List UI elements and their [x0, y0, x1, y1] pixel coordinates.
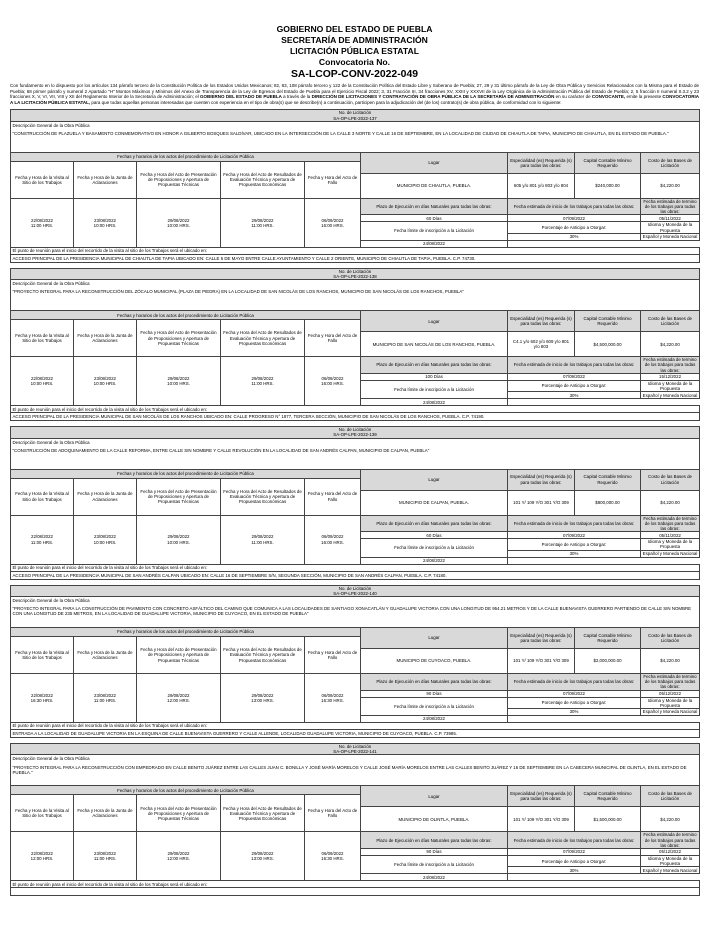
licitacion-table	[10, 426, 700, 579]
plazo-value: 60 Días	[426, 215, 442, 221]
inicio-label: Fecha estimada de inicio de los trabajos para todas las obras:	[513, 203, 635, 209]
costo-value: $4,220.00	[660, 500, 680, 506]
especialidad-label: Especialidad (es) Requerida (s) para todas las obras:	[510, 157, 572, 168]
termino-value: 05/12/2022	[659, 849, 682, 855]
intro-text-4: emite la presente	[625, 94, 663, 100]
capital-label: Capital Contable Mínimo Requerido	[583, 316, 632, 327]
inicio-value: 07/09/2022	[563, 532, 585, 538]
punto-reunion-value: ACCESO PRINCIPAL DE LA PRESIDENCIA MUNICIPAL DE SAN ANDRÉS CALPAN UBICADO EN: CALLE 16 DE SEPTIEMBRE S/N, SEGUNDA SECCIÓN, MUNICIPIO DE SAN ANDRÉS CALPAN, PUEBLA. C.P. 74180.	[12, 572, 447, 578]
idioma-value: Español y Moneda Nacional	[642, 551, 698, 557]
termino-value: 05/11/2022	[659, 532, 681, 538]
resultados-value: 29/08/2022 13:00 HRS.	[251, 692, 274, 704]
plazo-value: 90 Días	[426, 849, 442, 855]
lugar-value: MUNICIPIO DE CHIAUTLA, PUEBLA.	[396, 183, 472, 189]
descripcion-label: Descripción General de la Obra Pública	[12, 439, 90, 445]
plazo-label: Plazo de Ejecución en días Naturales para todas las obras:	[376, 837, 492, 843]
licitacion-table	[10, 743, 700, 896]
termino-value: 05/12/2022	[659, 691, 682, 697]
descripcion-label: Descripción General de la Obra Pública	[12, 598, 90, 604]
especialidad-value: 101 Y/ 109 Y/O 301 Y/O 309	[513, 500, 569, 506]
fallo-value: 06/09/2022 16:30 HRS.	[321, 851, 344, 862]
idioma-value: Español y Moneda Nacional	[642, 392, 698, 398]
presentacion-label: Fecha y Hora del Acto de Presentación de Proposiciones y Apertura de Propuestas Técnicas	[140, 805, 217, 822]
licitaciones-list	[10, 109, 699, 896]
idioma-value: Español y Moneda Nacional	[642, 709, 698, 715]
header-line-1: GOBIERNO DEL ESTADO DE PUEBLA	[276, 24, 433, 34]
inicio-value: 07/09/2022	[563, 374, 585, 380]
plazo-label: Plazo de Ejecución en días Naturales para todas las obras:	[376, 362, 492, 368]
especialidad-value: 605 y/o 801 y/o 803 y/o 804	[513, 183, 569, 189]
anticipo-value: 30%	[569, 867, 579, 873]
resultados-value: 29/08/2022 11:00 HRS.	[251, 376, 274, 387]
descripcion-text: "PROYECTO INTEGRAL PARA LA RECONSTRUCCIÓN DEL ZÓCALO MUNICIPAL (PLAZA DE PIEDRA) EN LA LOCALIDAD DE SAN NICOLÁS DE LOS RANCHOS, MUNICIPIO DE SAN NICOLÁS DE LOS RANCHOS, PUEBLA"	[12, 289, 464, 295]
inicio-value: 07/09/2022	[563, 849, 585, 855]
lugar-value: MUNICIPIO DE CUYOACO, PUEBLA.	[396, 658, 472, 664]
descripcion-label: Descripción General de la Obra Pública	[12, 122, 90, 128]
limite-label: Fecha límite de inscripción a la Licitación	[394, 703, 474, 709]
resultados-label: Fecha y Hora del Acto de Resultados de Evaluación Técnica y Apertura de Propuestas Económicas	[223, 488, 302, 505]
fallo-label: Fecha y Hora del Acto de Fallo	[307, 649, 358, 661]
inicio-label: Fecha estimada de inicio de los trabajos para todas las obras:	[513, 520, 635, 526]
fechas-actos-label: Fechas y horarios de los actos del procedimiento de Licitación Pública	[117, 154, 254, 160]
descripcion-text: "PROYECTO INTEGRAL PARA LA RECONSTRUCCIÓN CON EMPEDRADO EN CALLE BENITO JUÁREZ ENTRE LAS CALLES JUAN C. BONILLA Y JOSÉ MARÍA MORELOS Y CALLE JOSÉ MARÍA MORELOS ENTRE LAS CALLES BENITO JUÁREZ Y 16 DE SEPTIEMBRE EN LA CABECERA MUNICIPAL DE OLINTLA, EN EL ESTADO DE PUEBLA."	[12, 764, 687, 775]
capital-value: $240,000.00	[595, 183, 620, 189]
fallo-label: Fecha y Hora del Acto de Fallo	[307, 808, 358, 819]
visita-label: Fecha y Hora de la Visita al Sitio de los Trabajos	[15, 491, 69, 502]
presentacion-value: 29/08/2022 10:00 HRS.	[167, 376, 190, 387]
anticipo-value: 30%	[569, 234, 579, 240]
visita-value: 22/08/2022 16:30 HRS.	[30, 692, 54, 704]
termino-label: Fecha estimada de termino de los trabajos para todas las obras:	[643, 357, 697, 373]
punto-reunion-label: El punto de reunión para el inicio del recorrido de la visita al sitio de los Trabajos será el ubicado en:	[12, 565, 208, 571]
capital-value: $2,000,000.00	[593, 658, 622, 664]
termino-value: 05/11/2022	[659, 215, 681, 221]
licitacion-number: SA-OP-LPE-2022-138	[333, 274, 377, 279]
presentacion-value: 29/08/2022 10:00 HRS.	[167, 217, 190, 228]
visita-value: 22/08/2022 11:00 HRS.	[30, 534, 54, 545]
presentacion-label: Fecha y Hora del Acto de Presentación de Proposiciones y Apertura de Propuestas Técnicas	[140, 647, 217, 663]
presentacion-label: Fecha y Hora del Acto de Presentación de Proposiciones y Apertura de Propuestas Técnicas	[140, 171, 217, 188]
visita-label: Fecha y Hora de la Visita al Sitio de los Trabajos	[15, 649, 69, 661]
junta-label: Fecha y Hora de la Junta de Aclaraciones	[77, 333, 133, 344]
costo-label: Costo de las Bases de Licitación	[648, 791, 692, 802]
anticipo-label: Porcentaje de Anticipo a Otorgar:	[541, 383, 607, 389]
plazo-label: Plazo de Ejecución en días Naturales para todas las obras:	[376, 203, 492, 209]
limite-label: Fecha límite de inscripción a la Licitación	[394, 545, 474, 551]
presentacion-value: 29/08/2022 12:00 HRS.	[167, 692, 190, 704]
termino-value: 15/12/2022	[659, 374, 682, 380]
especialidad-value: C4.1 y/o 602 y/o 609 y/o 801 y/o 803	[512, 339, 570, 350]
capital-label: Capital Contable Mínimo Requerido	[583, 632, 632, 644]
inicio-label: Fecha estimada de inicio de los trabajos para todas las obras:	[513, 679, 635, 685]
descripcion-text: "CONSTRUCCIÓN DE PLAZUELA Y BASAMENTO CONMEMORATIVO EN HONOR A GILBERTO BOSQUES SALDÍVAR, UBICADO EN LA INTERSECCIÓN DE LA CALLE 3 NORTE Y CALLE 16 DE SEPTIEMBRE, EN LA LOCALIDAD DE CIUDAD DE CHIAUTLA DE TAPIA, MUNICIPIO DE CHIAUTLA, EN EL ESTADO DE PUEBLA."	[12, 130, 669, 136]
capital-value: $800,000.00	[595, 500, 620, 506]
lugar-label: Lugar	[428, 635, 440, 641]
convocatoria-number: SA-LCOP-CONV-2022-049	[290, 69, 419, 80]
especialidad-value: 101 Y/ 109 Y/O 301 Y/O 309	[513, 658, 569, 664]
fallo-value: 06/09/2022 16:00 HRS.	[321, 217, 344, 228]
lugar-label: Lugar	[428, 160, 440, 166]
inicio-label: Fecha estimada de inicio de los trabajos para todas las obras:	[513, 837, 635, 843]
especialidad-label: Especialidad (es) Requerida (s) para todas las obras:	[510, 474, 572, 485]
intro-text-2: a través de la	[281, 94, 312, 100]
plazo-value: 100 Días	[425, 374, 443, 380]
descripcion-text: "CONSTRUCCIÓN DE ADOQUINAMIENTO DE LA CALLE REFORMA, ENTRE CALLE SIN NOMBRE Y CALLE REVOLUCIÓN EN LA LOCALIDAD DE SAN ANDRÉS CALPAN, MUNICIPIO DE CALPAN, PUEBLA"	[12, 447, 430, 453]
visita-value: 22/08/2022 12:00 HRS.	[30, 851, 54, 862]
termino-label: Fecha estimada de termino de los trabajos para todas las obras:	[643, 198, 697, 215]
descripcion-label: Descripción General de la Obra Pública	[12, 756, 90, 762]
licitacion-number: SA-OP-LPE-2022-141	[333, 749, 377, 755]
no-licitacion-label: No. de Licitación	[338, 427, 372, 433]
junta-label: Fecha y Hora de la Junta de Aclaraciones	[77, 174, 133, 185]
lugar-label: Lugar	[428, 477, 440, 483]
header-line-4: Convocatoria No.	[318, 57, 391, 67]
especialidad-label: Especialidad (es) Requerida (s) para todas las obras:	[510, 632, 572, 644]
licitacion-table	[10, 268, 700, 421]
licitacion-number: SA-OP-LPE-2022-139	[333, 432, 377, 438]
resultados-value: 29/08/2022 11:00 HRS.	[251, 217, 274, 228]
descripcion-label: Descripción General de la Obra Pública	[12, 281, 90, 287]
termino-label: Fecha estimada de termino de los trabajos para todas las obras:	[643, 674, 697, 690]
fallo-value: 06/09/2022 16:00 HRS.	[321, 534, 344, 545]
idioma-label: Idioma y Moneda de la Propuesta	[647, 380, 693, 392]
junta-label: Fecha y Hora de la Junta de Aclaraciones	[77, 649, 133, 661]
punto-reunion-value: ACCESO PRINCIPAL DE LA PRESIDENCIA MUNICIPAL DE SAN NICOLÁS DE LOS RANCHOS UBICADO EN: CALLE PROGRESO N° 1877, TERCERA SECCIÓN, MUNICIPIO DE SAN NICOLÁS DE LOS RANCHOS, PUEBLA. C.P. 74190.	[12, 414, 485, 420]
resultados-label: Fecha y Hora del Acto de Resultados de Evaluación Técnica y Apertura de Propuestas Económicas	[223, 171, 302, 188]
costo-value: $4,220.00	[660, 183, 680, 189]
intro-bold-4: CONVOCATORIA A LA LICITACIÓN PÚBLICA ESTATAL,	[10, 94, 699, 105]
costo-value: $4,220.00	[660, 658, 680, 664]
licitacion-table	[10, 109, 700, 262]
anticipo-label: Porcentaje de Anticipo a Otorgar:	[541, 224, 607, 230]
intro-bold-1: GOBIERNO DEL ESTADO DE PUEBLA	[200, 94, 282, 100]
header-line-2: SECRETARÍA DE ADMINISTRACIÓN	[281, 35, 428, 45]
lugar-label: Lugar	[428, 318, 440, 324]
anticipo-label: Porcentaje de Anticipo a Otorgar:	[541, 858, 607, 864]
idioma-label: Idioma y Moneda de la Propuesta	[647, 539, 693, 550]
punto-reunion-value: ACCESO PRINCIPAL DE LA PRESIDENCIA MUNICIPAL DE CHIAUTLA DE TAPIA UBICADO EN: CALLE 5 DE MAYO ENTRE CALLE AYUNTAMIENTO Y CALLE 2 ORIENTE, MUNICIPIO DE CHIAUTLA DE TAPIA, PUEBLA. C.P. 74730.	[12, 255, 476, 261]
no-licitacion-label: No. de Licitación	[338, 744, 372, 750]
intro-paragraph	[10, 83, 699, 105]
idioma-label: Idioma y Moneda de la Propuesta	[647, 697, 693, 708]
lugar-value: MUNICIPIO DE OLINTLA, PUEBLA.	[398, 816, 470, 822]
limite-value: 24/08/2022	[423, 399, 445, 405]
costo-label: Costo de las Bases de Licitación	[648, 632, 692, 644]
fallo-label: Fecha y Hora del Acto de Fallo	[307, 333, 358, 344]
fallo-value: 06/09/2022 16:00 HRS.	[321, 376, 344, 387]
resultados-label: Fecha y Hora del Acto de Resultados de Evaluación Técnica y Apertura de Propuestas Económicas	[223, 805, 302, 822]
limite-label: Fecha límite de inscripción a la Licitación	[394, 228, 474, 234]
limite-value: 24/08/2022	[423, 558, 445, 564]
anticipo-value: 30%	[569, 392, 579, 398]
junta-value: 23/08/2022 10:00 HRS.	[93, 217, 117, 228]
intro-bold-3: CONVOCANTE,	[591, 94, 626, 100]
resultados-label: Fecha y Hora del Acto de Resultados de Evaluación Técnica y Apertura de Propuestas Económicas	[223, 330, 302, 346]
idioma-label: Idioma y Moneda de la Propuesta	[647, 856, 693, 867]
limite-label: Fecha límite de inscripción a la Licitación	[394, 862, 474, 868]
capital-label: Capital Contable Mínimo Requerido	[583, 474, 632, 485]
idioma-value: Español y Moneda Nacional	[642, 867, 698, 873]
costo-label: Costo de las Bases de Licitación	[648, 316, 692, 327]
junta-value: 23/08/2022 10:00 HRS.	[93, 376, 117, 387]
especialidad-label: Especialidad (es) Requerida (s) para todas las obras:	[510, 791, 572, 802]
inicio-value: 07/09/2022	[563, 691, 585, 697]
presentacion-label: Fecha y Hora del Acto de Presentación de Proposiciones y Apertura de Propuestas Técnicas	[140, 330, 217, 346]
lugar-value: MUNICIPIO DE CALPAN, PUEBLA.	[399, 500, 469, 506]
plazo-value: 60 Días	[426, 532, 442, 538]
lugar-value: MUNICIPIO DE SAN NICOLÁS DE LOS RANCHOS, PUEBLA.	[372, 341, 496, 347]
capital-value: $4,500,000.00	[593, 341, 622, 347]
inicio-label: Fecha estimada de inicio de los trabajos para todas las obras:	[513, 362, 635, 368]
fechas-actos-label: Fechas y horarios de los actos del procedimiento de Licitación Pública	[117, 629, 254, 635]
visita-label: Fecha y Hora de la Visita al Sitio de los Trabajos	[15, 333, 69, 344]
limite-value: 24/08/2022	[423, 241, 445, 247]
costo-label: Costo de las Bases de Licitación	[648, 157, 692, 168]
junta-label: Fecha y Hora de la Junta de Aclaraciones	[77, 808, 133, 819]
anticipo-value: 30%	[569, 551, 579, 557]
visita-value: 22/08/2022 10:00 HRS.	[30, 376, 54, 387]
anticipo-label: Porcentaje de Anticipo a Otorgar:	[541, 541, 607, 547]
page	[10, 0, 699, 896]
presentacion-value: 29/08/2022 12:00 HRS.	[167, 851, 190, 862]
idioma-label: Idioma y Moneda de la Propuesta	[647, 222, 693, 233]
limite-label: Fecha límite de inscripción a la Licitación	[394, 386, 474, 392]
punto-reunion-label: El punto de reunión para el inicio del recorrido de la visita al sitio de los Trabajos será el ubicado en:	[12, 248, 208, 254]
limite-value: 24/08/2022	[423, 716, 445, 722]
intro-text-5: para que todas aquellas personas interesadas que cuenten con experiencia en el tipo de obra(s) que se describe(n) a continuación, participen para la adjudicación del (de los) contrato(s) de obra pública, de conformidad con lo siguiente:	[90, 99, 562, 105]
junta-value: 23/08/2022 11:00 HRS.	[93, 851, 117, 862]
fechas-actos-label: Fechas y horarios de los actos del procedimiento de Licitación Pública	[117, 312, 254, 318]
fallo-value: 06/09/2022 16:30 HRS.	[321, 692, 344, 704]
especialidad-label: Especialidad (es) Requerida (s) para todas las obras:	[510, 316, 572, 327]
intro-bold-2: DIRECCIÓN DE LICITACIONES Y CONTRATACIÓN DE OBRA PÚBLICA DE LA SECRETARÍA DE ADMINISTRACIÓN	[311, 94, 555, 100]
lugar-label: Lugar	[428, 793, 440, 799]
junta-value: 23/08/2022 11:00 HRS.	[93, 692, 117, 704]
fechas-actos-label: Fechas y horarios de los actos del procedimiento de Licitación Pública	[117, 471, 254, 477]
especialidad-value: 101 Y/ 109 Y/O 301 Y/O 309	[513, 816, 569, 822]
anticipo-label: Porcentaje de Anticipo a Otorgar:	[541, 700, 607, 706]
capital-value: $1,500,000.00	[593, 816, 622, 822]
punto-reunion-value: ENTRADA A LA LOCALIDAD DE GUADALUPE VICTORIA EN LA ESQUINA DE CALLE BUENAVISTA GUERRERO Y CALLE ALLENDE, LOCALIDAD GUADALUPE VICTORIA, MUNICIPIO DE CUYOACO, PUEBLA. C.P. 73985.	[12, 730, 457, 736]
costo-value: $4,220.00	[660, 816, 680, 822]
resultados-value: 29/08/2022 11:00 HRS.	[251, 534, 274, 545]
capital-label: Capital Contable Mínimo Requerido	[583, 157, 632, 168]
no-licitacion-label: No. de Licitación	[338, 585, 372, 591]
fallo-label: Fecha y Hora del Acto de Fallo	[307, 491, 358, 502]
resultados-value: 29/08/2022 13:00 HRS.	[251, 851, 274, 862]
idioma-value: Español y Moneda Nacional	[642, 234, 698, 240]
termino-label: Fecha estimada de termino de los trabajos para todas las obras:	[643, 832, 697, 848]
junta-value: 23/08/2022 10:00 HRS.	[93, 534, 117, 545]
resultados-label: Fecha y Hora del Acto de Resultados de Evaluación Técnica y Apertura de Propuestas Económicas	[223, 647, 302, 663]
fechas-actos-label: Fechas y horarios de los actos del procedimiento de Licitación Pública	[117, 787, 254, 793]
plazo-label: Plazo de Ejecución en días Naturales para todas las obras:	[376, 679, 492, 685]
costo-value: $4,220.00	[660, 341, 680, 347]
fallo-label: Fecha y Hora del Acto de Fallo	[307, 174, 358, 185]
visita-label: Fecha y Hora de la Visita al Sitio de los Trabajos	[15, 174, 69, 185]
licitacion-number: SA-OP-LPE-2022-137	[333, 115, 377, 121]
visita-label: Fecha y Hora de la Visita al Sitio de los Trabajos	[15, 808, 69, 819]
presentacion-value: 29/08/2022 10:00 HRS.	[167, 534, 190, 545]
limite-value: 24/08/2022	[423, 874, 445, 880]
junta-label: Fecha y Hora de la Junta de Aclaraciones	[77, 491, 133, 502]
punto-reunion-label: El punto de reunión para el inicio del recorrido de la visita al sitio de los Trabajos será el ubicado en:	[12, 881, 208, 887]
visita-value: 22/08/2022 11:00 HRS.	[30, 217, 54, 228]
capital-label: Capital Contable Mínimo Requerido	[583, 791, 632, 802]
header-line-3: LICITACIÓN PÚBLICA ESTATAL	[290, 46, 419, 56]
document-header	[10, 24, 699, 81]
intro-text-1: Con fundamento en lo dispuesto por los artículos 134 párrafo tercero de la Constitución Política de los Estados Unidos Mexicanos; 82, 83, 108 párrafo tercero y 122 de la Constitución Política del Estado Libre y Soberano de Puebla; 27, 29 y 31 último párrafo de la Ley de Obra Pública y Servicios Relacionados con la Misma para el Estado de Puebla; 68 primer párrafo y numeral 2 Apartado "H" Montos Máximos y Mínimos del Anexo de Transparencia de la Ley de Egresos del Estado de Puebla para el Ejercicio Fiscal 2022; 3, 31 Fracción III, 34 fracciones XV, XXIII y XXXVII de la Ley Orgánica de la Administración Pública del Estado de Puebla; 2, 5 fracción II numeral II.3.2 y 23 fracciones X, V, VI, VII, VIII y XII del Reglamento Interior de la Secretaría de Administración; el	[10, 83, 699, 100]
plazo-value: 90 Días	[426, 691, 442, 697]
no-licitacion-label: No. de Licitación	[338, 268, 372, 274]
plazo-label: Plazo de Ejecución en días Naturales para todas las obras:	[376, 520, 492, 526]
descripcion-text: "PROYECTO INTEGRAL PARA LA CONSTRUCCIÓN DE PAVIMENTO CON CONCRETO ASFÁLTICO DEL CAMINO QUE COMUNICA A LAS LOCALIDADES DE SANTIAGO XONACATLÁN Y GUADALUPE VICTORIA CON UNA LONGITUD DE 954.21 METROS Y DE LA CALLE BUENAVISTA GUERRERO PARTIENDO DE CALLE SIN NOMBRE CON UNA LONGITUD DE 235 METROS, EN LA LOCALIDAD DE GUADALUPE VICTORIA, MUNICIPIO DE CUYOACO, EN EL ESTADO DE PUEBLA"	[12, 606, 692, 617]
intro-text-3: en su carácter de	[554, 94, 592, 100]
costo-label: Costo de las Bases de Licitación	[648, 474, 692, 485]
anticipo-value: 30%	[569, 709, 579, 715]
licitacion-number: SA-OP-LPE-2022-140	[333, 590, 377, 596]
licitacion-table	[10, 585, 700, 738]
punto-reunion-label: El punto de reunión para el inicio del recorrido de la visita al sitio de los Trabajos será el ubicado en:	[12, 406, 208, 412]
no-licitacion-label: No. de Licitación	[338, 110, 372, 116]
punto-reunion-label: El punto de reunión para el inicio del recorrido de la visita al sitio de los Trabajos será el ubicado en:	[12, 723, 208, 729]
termino-label: Fecha estimada de termino de los trabajos para todas las obras:	[643, 515, 697, 532]
presentacion-label: Fecha y Hora del Acto de Presentación de Proposiciones y Apertura de Propuestas Técnicas	[140, 488, 217, 505]
inicio-value: 07/09/2022	[563, 215, 585, 221]
